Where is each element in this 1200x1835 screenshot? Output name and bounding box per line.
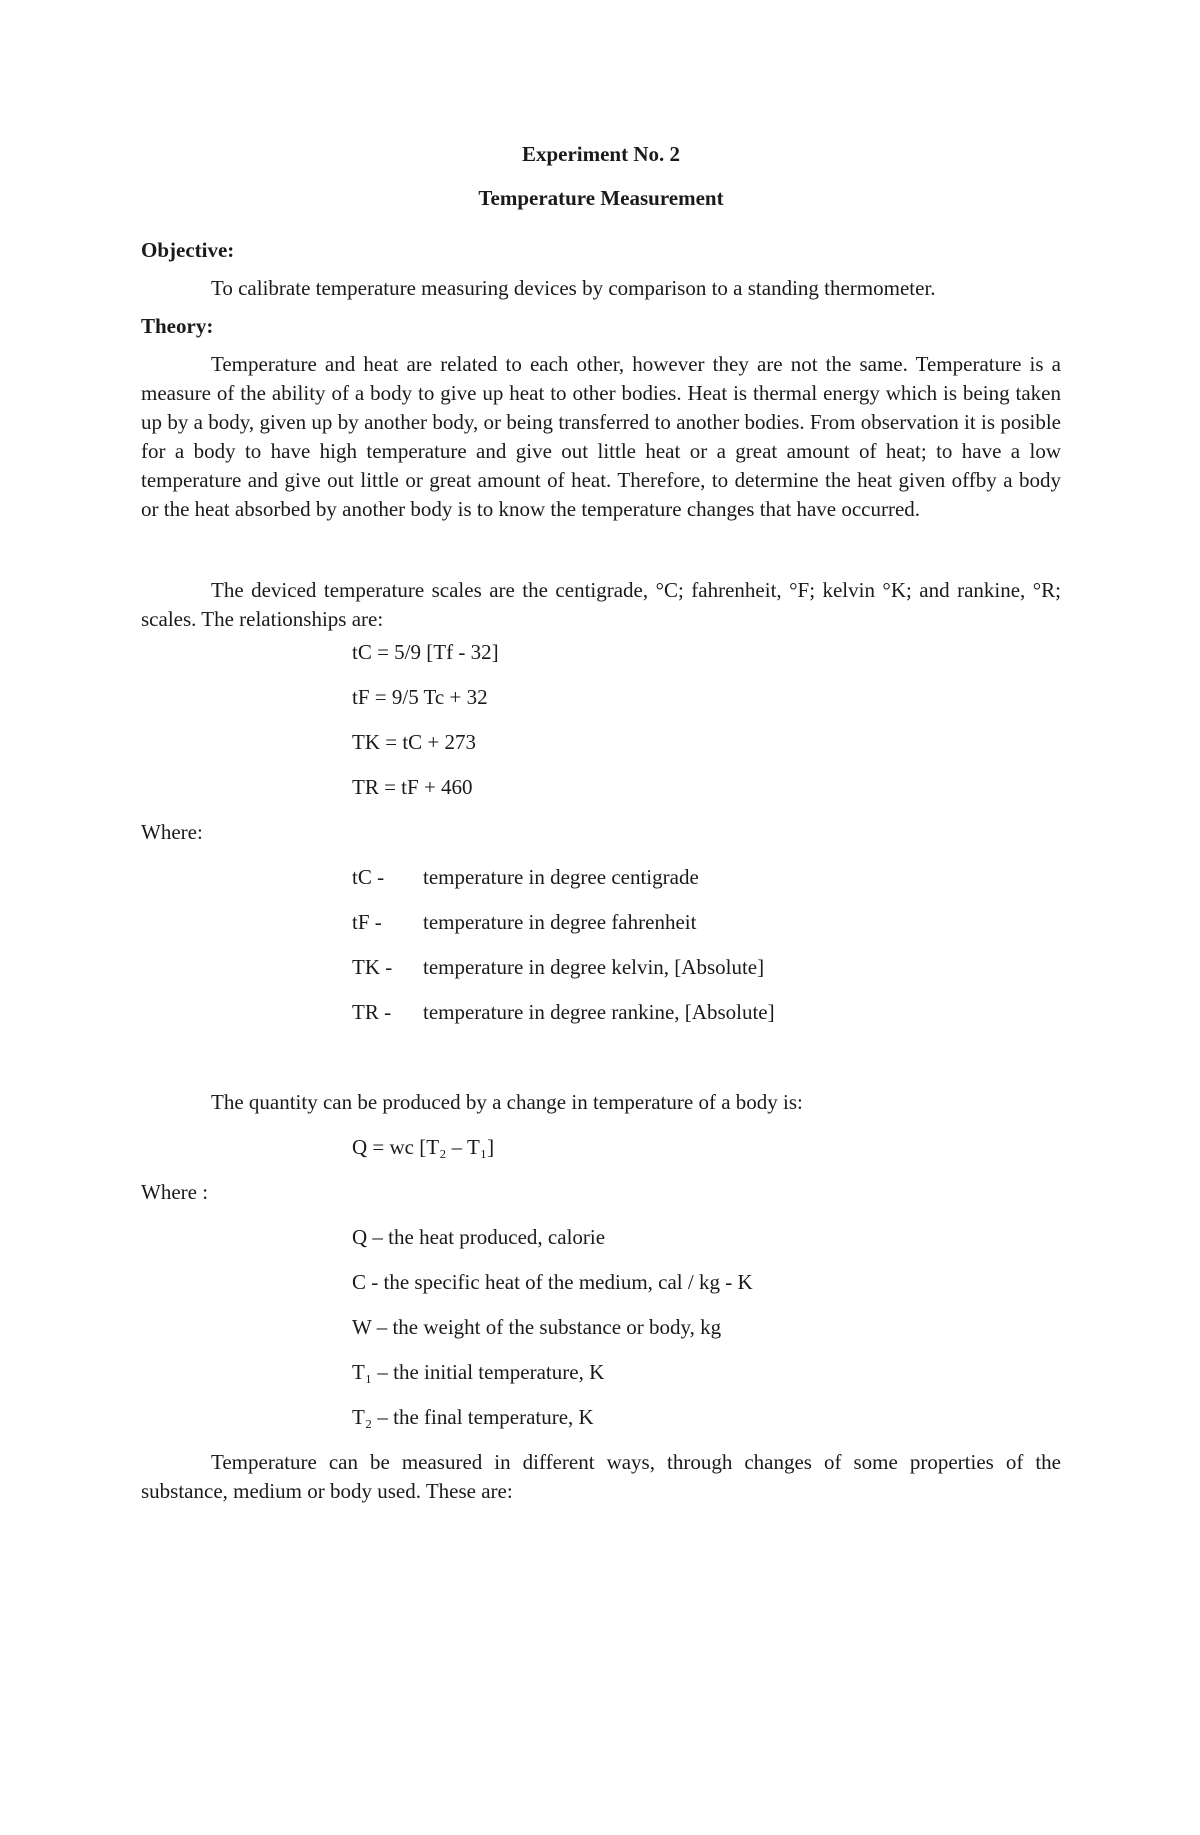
definition-row [352,953,764,982]
theory-paragraph-2: The deviced temperature scales are the centigrade, °C; fahrenheit, °F; kelvin °K; and rankine, °R; scales. The relationships are: [141,578,1061,631]
definition-row [352,998,775,1027]
theory-heading: Theory: [141,314,214,338]
definition-text: temperature in degree fahrenheit [423,910,697,934]
definition-row [352,908,696,937]
theory-paragraph-4: Temperature can be measured in different ways, through changes of some properties of the substance, medium or body used. These are: [141,1450,1061,1503]
objective-text: To calibrate temperature measuring devices by comparison to a standing thermometer. [211,276,936,300]
definition-row [352,863,699,892]
definition-symbol: tF - [352,910,382,934]
definition-symbol: TK - [352,955,393,979]
document-title: Experiment No. 2 [521,142,681,166]
definition-text: temperature in degree kelvin, [Absolute] [423,955,765,979]
theory-paragraph-3: The quantity can be produced by a change in temperature of a body is: [211,1090,803,1114]
where-label-1: Where: [141,820,203,844]
heat-definition-t1: T₁ – the initial temperature, K [352,1360,605,1384]
heat-definition-t2: T₂ – the final temperature, K [352,1405,594,1429]
definition-text: temperature in degree centigrade [423,865,699,889]
theory-paragraph-1: Temperature and heat are related to each other, however they are not the same. Temperature is a measure of the ability of a body to give up heat to other bodies. Heat is thermal energy which is being taken up by a body, given up by another body, or being transferred to another bodies. From observation it is posible for a body to have high temperature and give out little heat or a great amount of heat; to have a low temperature and give out little or great amount of heat. Therefore, to determine the heat given offby a body or the heat absorbed by another body is to know the temperature changes that have occurred. [141,352,1061,521]
definition-symbol: tC - [352,865,385,889]
document-subtitle: Temperature Measurement [478,186,724,210]
heat-definition-c: C - the specific heat of the medium, cal / kg - K [352,1270,753,1294]
heat-definition-q: Q – the heat produced, calorie [352,1225,606,1249]
heat-formula: Q = wc [T₂ – T₁] [352,1135,495,1159]
definition-symbol: TR - [352,1000,392,1024]
where-label-2: Where : [141,1180,209,1204]
formula-rankine: TR = tF + 460 [352,775,473,799]
definition-text: temperature in degree rankine, [Absolute] [423,1000,775,1024]
formula-kelvin: TK = tC + 273 [352,730,477,754]
formula-celsius: tC = 5/9 [Tf - 32] [352,640,499,664]
objective-heading: Objective: [141,238,235,262]
formula-fahrenheit: tF = 9/5 Tc + 32 [352,685,488,709]
heat-definition-w: W – the weight of the substance or body, kg [352,1315,722,1339]
